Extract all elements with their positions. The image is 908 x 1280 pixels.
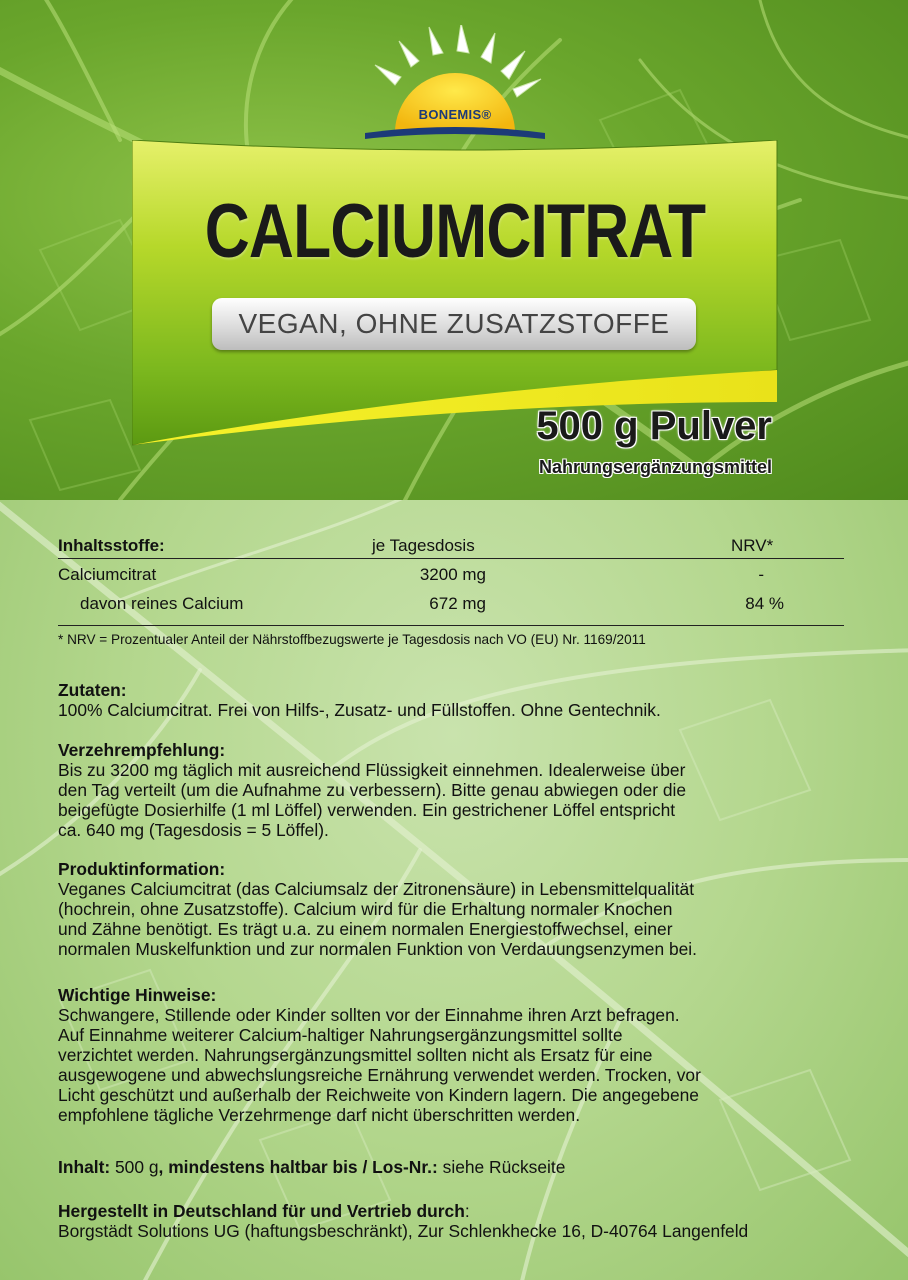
section-heading: Hergestellt in Deutschland für und Vertrieb durch (58, 1201, 465, 1221)
product-title: CALCIUMCITRAT (204, 189, 706, 274)
table-header (58, 536, 844, 559)
section-line: Schwangere, Stillende oder Kinder sollten vor der Einnahme ihren Arzt befragen. (58, 1005, 680, 1025)
section-line: und Zähne benötigt. Es trägt u.a. zu einem normalen Energiestoffwechsel, einer (58, 919, 673, 939)
ingredient-name: davon reines Calcium (80, 594, 244, 613)
section-heading: Verzehrempfehlung: (58, 740, 226, 760)
section-ingredients (58, 680, 858, 720)
nrv-footnote: * NRV = Prozentualer Anteil der Nährstoffbezugswerte je Tagesdosis nach VO (EU) Nr. 1169/2011 (58, 632, 646, 647)
section-line: den Tag verteilt (um die Aufnahme zu verbessern). Bitte genau abwiegen oder die (58, 780, 687, 800)
header-daily-dose: je Tagesdosis (372, 536, 475, 555)
section-line: (hochrein, ohne Zusatzstoffe). Calcium wird für die Erhaltung normaler Knochen (58, 899, 673, 919)
header-leaf-background (0, 0, 908, 500)
best-before-value: siehe Rückseite (437, 1157, 566, 1177)
ingredients-table (58, 536, 844, 626)
ingredient-dose: 672 mg (429, 594, 486, 613)
section-line: beigefügte Dosierhilfe (1 ml Löffel) verwenden. Ein gestrichener Löffel entspricht (58, 800, 676, 820)
product-subtitle: VEGAN, OHNE ZUSATZSTOFFE (238, 308, 670, 339)
header-nrv: NRV* (731, 536, 774, 555)
table-divider (58, 625, 844, 626)
ingredient-nrv: 84 % (745, 594, 784, 613)
section-line: Veganes Calciumcitrat (das Calciumsalz der Zitronensäure) in Lebensmittelqualität (58, 879, 695, 899)
section-contents (58, 1157, 858, 1177)
table-row (58, 594, 844, 623)
section-heading: Zutaten: (58, 680, 127, 700)
section-heading: Wichtige Hinweise: (58, 985, 217, 1005)
ingredient-name: Calciumcitrat (58, 565, 157, 584)
section-line: ausgewogene und abwechslungsreiche Ernährung verwendet werden. Trocken, vor (58, 1065, 701, 1085)
section-manufacturer (58, 1201, 858, 1241)
section-heading: Produktinformation: (58, 859, 226, 879)
ingredient-dose: 3200 mg (419, 565, 486, 584)
section-product-info (58, 859, 858, 959)
section-line: Licht geschützt und außerhalb der Reichweite von Kindern lagern. Die angegebene (58, 1085, 699, 1105)
product-category: Nahrungsergänzungsmittel (538, 457, 772, 477)
header-ingredients: Inhaltsstoffe: (58, 536, 165, 555)
manufacturer-heading-line (58, 1201, 858, 1221)
sun-logo-icon (355, 25, 555, 145)
brand-name: BONEMIS® (418, 107, 492, 122)
contents-label: Inhalt: (58, 1157, 111, 1177)
section-line: Auf Einnahme weiterer Calcium-haltiger Nahrungsergänzungsmittel sollte (58, 1025, 623, 1045)
subtitle-badge (212, 298, 696, 350)
contents-value: 500 g (110, 1157, 159, 1177)
product-amount: 500 g Pulver (536, 404, 772, 448)
section-line: verzichtet werden. Nahrungsergänzungsmittel sollten nicht als Ersatz für eine (58, 1045, 653, 1065)
brand-logo (355, 25, 555, 145)
section-line: ca. 640 mg (Tagesdosis = 5 Löffel). (58, 820, 329, 840)
section-warnings (58, 985, 858, 1125)
section-text: 100% Calciumcitrat. Frei von Hilfs-, Zusatz- und Füllstoffen. Ohne Gentechnik. (58, 700, 661, 720)
manufacturer-address: Borgstädt Solutions UG (haftungsbeschränkt), Zur Schlenkhecke 16, D-40764 Langenfeld (58, 1221, 749, 1241)
section-line: normalen Muskelfunktion und zur normalen Funktion von Verdauungsenzymen bei. (58, 939, 697, 959)
table-row (58, 565, 844, 594)
contents-line (58, 1157, 858, 1177)
section-line: Bis zu 3200 mg täglich mit ausreichend Flüssigkeit einnehmen. Idealerweise über (58, 760, 686, 780)
best-before-label: , mindestens haltbar bis / Los-Nr.: (158, 1157, 438, 1177)
section-line: empfohlene tägliche Verzehrmenge darf nicht überschritten werden. (58, 1105, 581, 1125)
ingredient-nrv: - (758, 565, 764, 584)
heading-colon: : (464, 1201, 470, 1221)
section-dosage (58, 740, 858, 840)
